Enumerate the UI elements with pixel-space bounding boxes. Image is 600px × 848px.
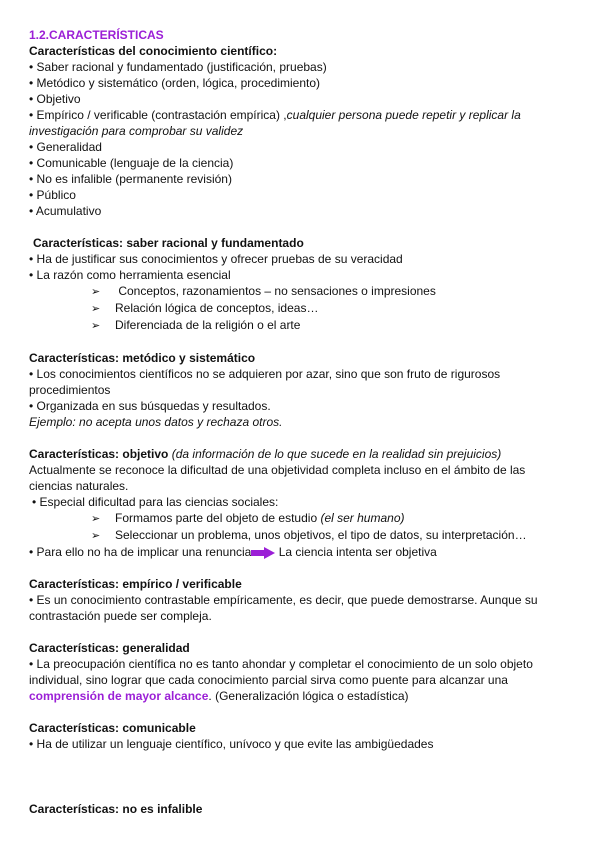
- arrow-bullet-icon: ➢: [91, 530, 101, 542]
- sub-list-item: ➢ Formamos parte del objeto de estudio (el ser humano): [91, 511, 405, 525]
- list-item: • Acumulativo: [29, 204, 102, 218]
- list-item: • Los conocimientos científicos no se adquieren por azar, sino que son fruto de rigurosos: [29, 367, 501, 381]
- list-item: • Objetivo: [29, 92, 81, 106]
- list-item: • Saber racional y fundamentado (justificación, pruebas): [29, 60, 327, 74]
- arrow-bullet-icon: ➢: [91, 513, 101, 525]
- heading-saber-racional: Características: saber racional y fundamentado: [33, 236, 304, 250]
- list-item: • Metódico y sistemático (orden, lógica, procedimiento): [29, 76, 321, 90]
- heading-comunicable: Características: comunicable: [29, 721, 196, 735]
- sub-list-item: ➢ Relación lógica de conceptos, ideas…: [91, 301, 319, 315]
- arrow-bullet-icon: ➢: [91, 286, 101, 298]
- list-item: • Comunicable (lenguaje de la ciencia): [29, 156, 234, 170]
- example-text: Ejemplo: no acepta unos datos y rechaza otros.: [29, 415, 283, 429]
- list-item-empirico-cont: investigación para comprobar su validez: [29, 124, 244, 138]
- list-item: • Especial dificultad para las ciencias sociales:: [32, 495, 279, 509]
- spacer: [29, 784, 574, 801]
- list-item-cont: comprensión de mayor alcance. (Generalización lógica o estadística): [29, 689, 409, 703]
- list-item: • La razón como herramienta esencial: [29, 268, 231, 282]
- list-item: • No es infalible (permanente revisión): [29, 172, 232, 186]
- spacer: [29, 704, 574, 720]
- spacer: [29, 752, 574, 784]
- list-item-empirico: • Empírico / verificable (contrastación empírica) ,cualquier persona puede repetir y replicar la: [29, 108, 521, 122]
- heading-conocimiento-cientifico: Características del conocimiento científico:: [29, 44, 278, 58]
- heading-objetivo: Características: objetivo (da información de lo que sucede en la realidad sin prejuicios): [29, 447, 502, 461]
- arrow-bullet-icon: ➢: [91, 303, 101, 315]
- list-item: • Generalidad: [29, 140, 102, 154]
- list-item-cont: individual, sino lograr que cada conocimiento parcial sirva como puente para alcanzar una: [29, 673, 508, 687]
- right-arrow-icon: [251, 547, 275, 559]
- list-item: • Para ello no ha de implicar una renuncia La ciencia intenta ser objetiva: [29, 545, 437, 559]
- section-title: 1.2.CARACTERÍSTICAS: [29, 28, 164, 42]
- spacer: [29, 560, 574, 576]
- sub-list-item: ➢ Diferenciada de la religión o el arte: [91, 318, 301, 332]
- sub-list-item: ➢ Seleccionar un problema, unos objetivos, el tipo de datos, su interpretación…: [91, 528, 527, 542]
- list-item: • Ha de justificar sus conocimientos y ofrecer pruebas de su veracidad: [29, 252, 403, 266]
- list-item: • La preocupación científica no es tanto ahondar y completar el conocimiento de un solo objeto: [29, 657, 533, 671]
- list-item: • Organizada en sus búsquedas y resultados.: [29, 399, 271, 413]
- heading-generalidad: Características: generalidad: [29, 641, 190, 655]
- spacer: [29, 624, 574, 640]
- list-item: • Es un conocimiento contrastable empíricamente, es decir, que puede demostrarse. Aunque su: [29, 593, 538, 607]
- heading-metodico: Características: metódico y sistemático: [29, 351, 256, 365]
- highlighted-text: comprensión de mayor alcance: [29, 689, 209, 703]
- spacer: [29, 334, 574, 350]
- list-item: • Público: [29, 188, 76, 202]
- list-item-cont: procedimientos: [29, 383, 111, 397]
- document-page: [29, 27, 574, 817]
- paragraph-line: ciencias naturales.: [29, 479, 129, 493]
- sub-list-item: ➢ Conceptos, razonamientos – no sensaciones o impresiones: [91, 284, 436, 298]
- spacer: [29, 430, 574, 446]
- list-item: • Ha de utilizar un lenguaje científico, unívoco y que evite las ambigüedades: [29, 737, 434, 751]
- arrow-bullet-icon: ➢: [91, 320, 101, 332]
- list-item-cont: contrastación puede ser compleja.: [29, 609, 212, 623]
- paragraph-line: Actualmente se reconoce la dificultad de una objetividad completa incluso en el ámbito de las: [29, 463, 526, 477]
- spacer: [29, 219, 574, 235]
- heading-empirico: Características: empírico / verificable: [29, 577, 242, 591]
- heading-no-infalible: Características: no es infalible: [29, 802, 203, 816]
